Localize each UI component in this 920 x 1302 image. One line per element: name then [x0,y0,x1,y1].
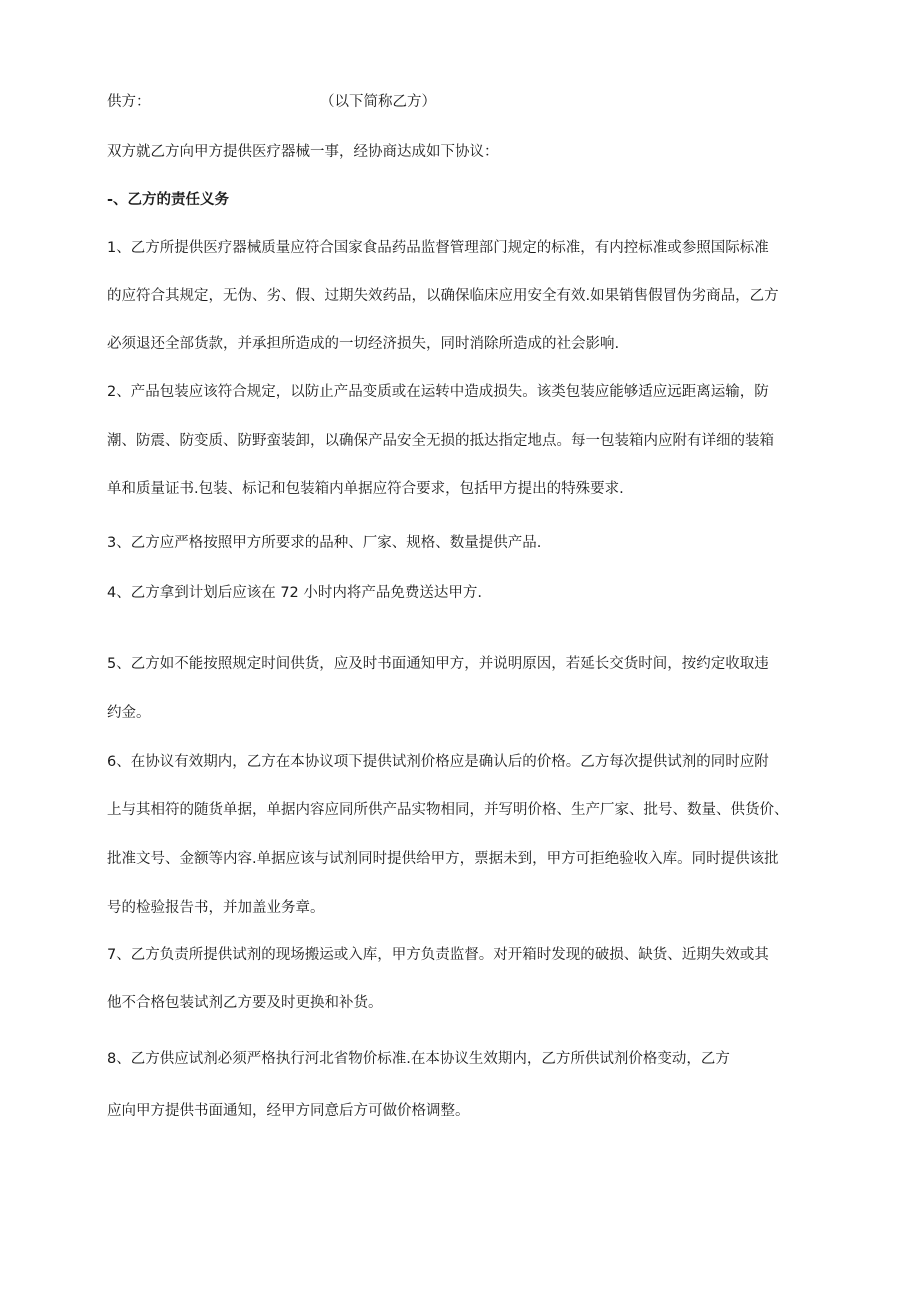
paragraph-line: 他不合格包装试剂乙方要及时更换和补货。 [107,995,383,1011]
paragraph-line: 单和质量证书.包装、标记和包装箱内单据应符合要求，包括甲方提出的特殊要求. [107,481,624,497]
supplier-label: 供方： [107,94,151,110]
section-heading: -、乙方的责任义务 [107,192,230,208]
paragraph-line: 潮、防震、防变质、防野蛮装卸，以确保产品安全无损的抵达指定地点。每一包装箱内应附有详细的装箱 [107,433,774,449]
supplier-note: （以下简称乙方） [320,94,436,110]
paragraph-line: 号的检验报告书，并加盖业务章。 [107,900,325,916]
paragraph-line: 2、产品包装应该符合规定，以防止产品变质或在运转中造成损失。该类包装应能够适应远距离运输，防 [107,384,769,400]
paragraph-line: 4、乙方拿到计划后应该在 72 小时内将产品免费送达甲方. [107,585,483,601]
paragraph-line: 应向甲方提供书面通知，经甲方同意后方可做价格调整。 [107,1103,470,1119]
paragraph-line: 1、乙方所提供医疗器械质量应符合国家食品药品监督管理部门规定的标准，有内控标准或参照国际标准 [107,240,769,256]
paragraph-line: 批准文号、金额等内容.单据应该与试剂同时提供给甲方，票据未到，甲方可拒绝验收入库。同时提供该批 [107,851,779,867]
paragraph-line: 5、乙方如不能按照规定时间供货，应及时书面通知甲方，并说明原因，若延长交货时间，按约定收取违 [107,656,769,672]
paragraph-line: 必须退还全部货款，并承担所造成的一切经济损失，同时消除所造成的社会影响. [107,336,620,352]
intro-text: 双方就乙方向甲方提供医疗器械一事，经协商达成如下协议： [107,144,499,160]
paragraph-line: 8、乙方供应试剂必须严格执行河北省物价标准.在本协议生效期内，乙方所供试剂价格变动，乙方 [107,1051,730,1067]
paragraph-line: 约金。 [107,705,151,721]
paragraph-line: 3、乙方应严格按照甲方所要求的品种、厂家、规格、数量提供产品. [107,535,542,551]
paragraph-line: 7、乙方负责所提供试剂的现场搬运或入库，甲方负责监督。对开箱时发现的破损、缺货、近期失效或其 [107,947,769,963]
paragraph-line: 上与其相符的随货单据，单据内容应同所供产品实物相同，并写明价格、生产厂家、批号、数量、供货价、 [107,802,789,818]
paragraph-line: 6、在协议有效期内，乙方在本协议项下提供试剂价格应是确认后的价格。乙方每次提供试剂的同时应附 [107,754,769,770]
paragraph-line: 的应符合其规定，无伪、劣、假、过期失效药品，以确保临床应用安全有效.如果销售假冒伪劣商品，乙方 [107,288,779,304]
